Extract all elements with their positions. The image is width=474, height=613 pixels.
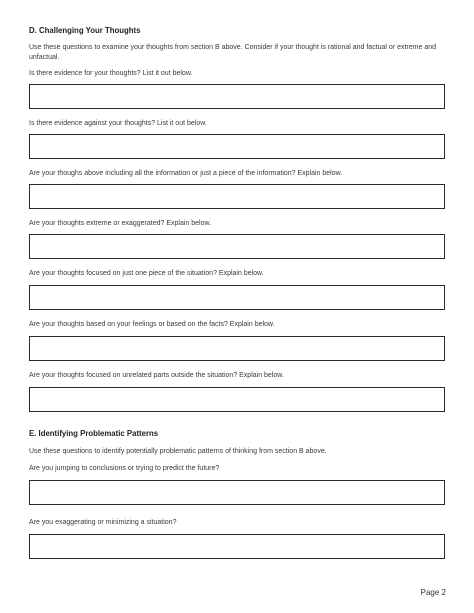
- question-label: Are you exaggerating or minimizing a situation?: [29, 519, 177, 526]
- page-number: Page 2: [420, 588, 446, 597]
- section-e-title: E. Identifying Problematic Patterns: [29, 429, 159, 438]
- answer-box-all-information[interactable]: [29, 184, 445, 209]
- question-label: Is there evidence against your thoughts? List it out below.: [29, 120, 207, 127]
- answer-box-evidence-for[interactable]: [29, 84, 445, 109]
- answer-box-one-piece[interactable]: [29, 285, 445, 310]
- answer-box-feelings-facts[interactable]: [29, 336, 445, 361]
- section-d-title: D. Challenging Your Thoughts: [29, 26, 141, 35]
- section-d-intro: Use these questions to examine your thoughts from section B above. Consider if your thought is rational and factual or extreme and unfactual.: [29, 44, 437, 61]
- question-label: Are your thoughts based on your feelings or based on the facts? Explain below.: [29, 321, 275, 328]
- answer-box-extreme[interactable]: [29, 234, 445, 259]
- question-label: Is there evidence for your thoughts? List it out below.: [29, 70, 193, 77]
- answer-box-evidence-against[interactable]: [29, 134, 445, 159]
- answer-box-jumping-conclusions[interactable]: [29, 480, 445, 505]
- question-label: Are your thoughts focused on unrelated parts outside the situation? Explain below.: [29, 372, 284, 379]
- answer-box-exaggerating[interactable]: [29, 534, 445, 559]
- section-e-intro: Use these questions to identify potentially problematic patterns of thinking from section B above.: [29, 448, 327, 455]
- question-label: Are your thoughs above including all the information or just a piece of the information? Explain below.: [29, 170, 343, 177]
- question-label: Are your thoughts focused on just one piece of the situation? Explain below.: [29, 270, 264, 277]
- question-label: Are you jumping to conclusions or trying to predict the future?: [29, 465, 220, 472]
- answer-box-unrelated-parts[interactable]: [29, 387, 445, 412]
- question-label: Are your thoughts extreme or exaggerated? Explain below.: [29, 220, 212, 227]
